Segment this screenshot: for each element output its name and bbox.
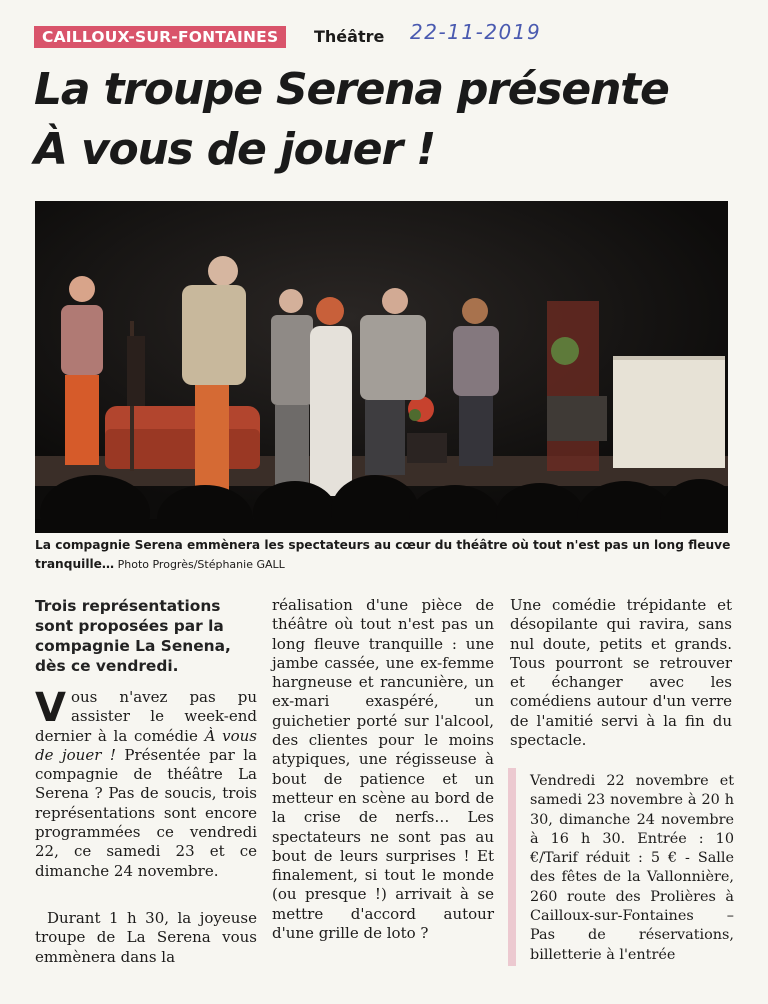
- caption-main: La compagnie Serena emmènera les spectateurs au cœur du théâtre où tout n'est pas un long fleuve tranquille…: [35, 538, 731, 571]
- handwritten-date: 22-11-2019: [410, 20, 542, 44]
- article-paragraph-2-continued: réalisation d'une pièce de théâtre où tout n'est pas un long fleuve tranquille : une jambe cassée, une ex-femme hargneuse et rancunière, un ex-mari exaspéré, un guichetier porté sur l'alcool, des clientes pour le moins atypiques, une régisseuse à bout de patience et un metteur en scène au bord de la crise de nerfs… Les spectateurs ne sont pas au bout de leurs surprises ! Et finalement, si tout le monde (ou presque !) arrivait à se mettre d'accord autour d'une grille de loto ?: [272, 596, 494, 943]
- event-info-text: Vendredi 22 novembre et samedi 23 novembre à 20 h 30, dimanche 24 novembre à 16 h 30. Entrée : 10 €/Tarif réduit : 5 € - Salle des fêtes de la Vallonnière, 260 route des Prolières à Cailloux-sur-Fontaines – Pas de réservations, billetterie à l'entrée: [530, 773, 734, 963]
- paragraph-2-text: Durant 1 h 30, la joyeuse troupe de La Serena vous emmènera dans la: [35, 909, 257, 966]
- play-title: À vous de jouer !: [35, 726, 258, 764]
- drop-cap: V: [35, 685, 66, 731]
- paragraph-1-part-b: Présentée par la compagnie de théâtre La Serena ? Pas de soucis, trois représentations sont encore programmées ce vendredi 22, ce samedi 23 et ce dimanche 24 novembre.: [35, 745, 257, 880]
- headline: [34, 60, 754, 180]
- photo-credit: Photo Progrès/Stéphanie GALL: [114, 558, 285, 571]
- section-label: Théâtre: [314, 27, 385, 46]
- headline-line-1: La troupe Serena présente: [34, 64, 669, 115]
- article-column-2: [272, 596, 494, 943]
- headline-line-2: À vous de jouer !: [34, 124, 435, 175]
- article-column-1: [35, 596, 257, 692]
- article-paragraph-1: [35, 685, 258, 881]
- article-paragraph-2: [35, 909, 257, 967]
- info-box-accent-bar: [508, 768, 516, 966]
- photo-caption: [35, 536, 735, 574]
- article-body-flow: [35, 685, 258, 881]
- event-info-box: [512, 768, 734, 968]
- article-column-3: [510, 596, 732, 750]
- article-paragraph-3: Une comédie trépidante et désopilante qui ravira, sans nul doute, petits et grands. Tous pourront se retrouver et échanger avec les comédiens autour d'un verre de l'amitié servi à la fin du spectacle.: [510, 596, 732, 750]
- article-lead: Trois représentations sont proposées par la compagnie La Senena, dès ce vendredi.: [35, 597, 231, 675]
- stage-photo: [35, 201, 728, 533]
- article-paragraph-2-start: [35, 909, 257, 967]
- paragraph-1-part-a: ous n'avez pas pu assister le week-end dernier à la comédie: [35, 688, 257, 745]
- location-kicker: CAILLOUX-SUR-FONTAINES: [34, 26, 286, 48]
